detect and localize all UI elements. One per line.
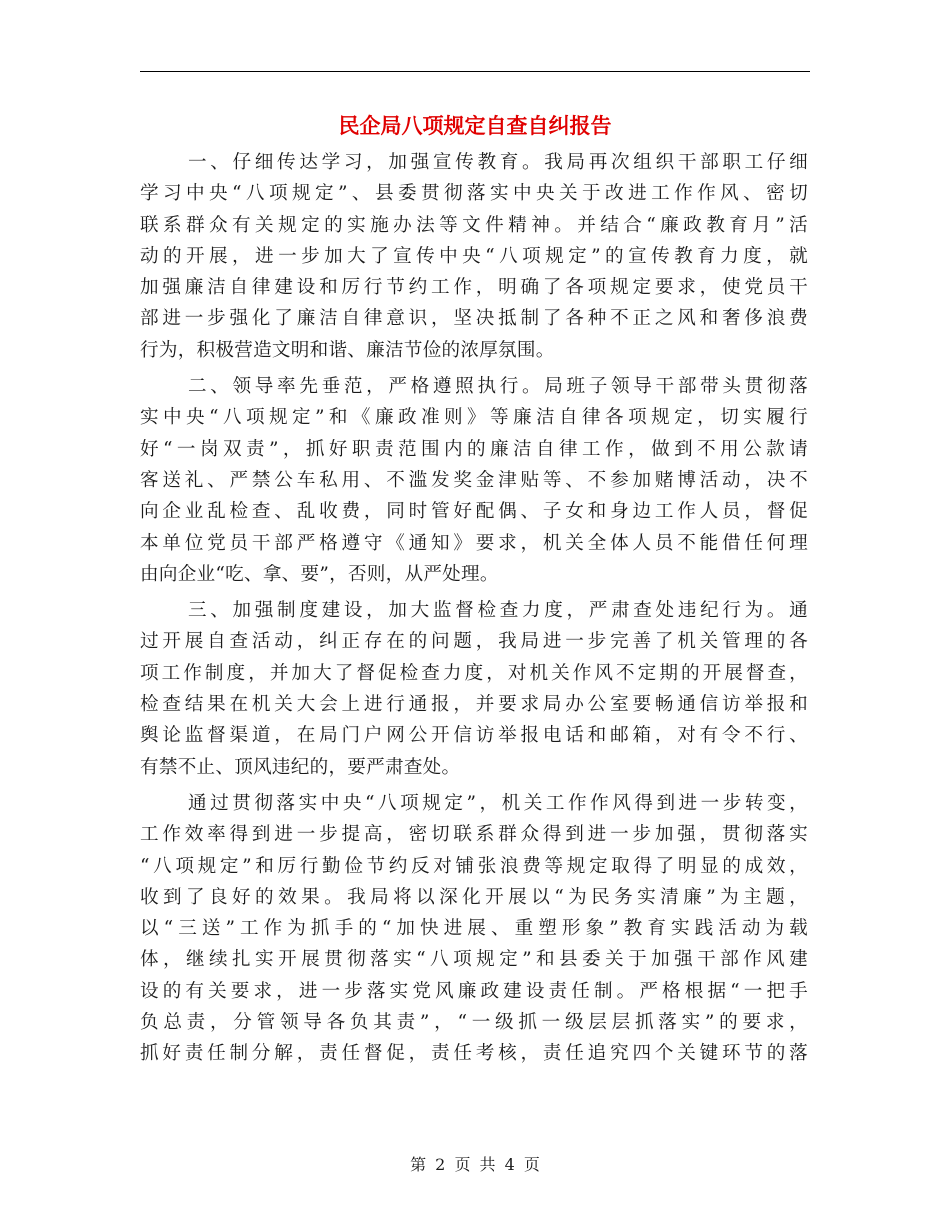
text-line: 由向企业“吃、拿、要”，否则，从严处理。: [140, 563, 499, 585]
text-line: 项工作制度，并加大了督促检查力度，对机关作风不定期的开展督查，: [140, 662, 808, 684]
text-line: 有禁不止、顶风违纪的，要严肃查处。: [140, 756, 461, 778]
text-line: 以“三送”工作为抓手的“加快进展、重塑形象”教育实践活动为载: [140, 918, 808, 940]
text-line: 学习中央“八项规定”、县委贯彻落实中央关于改进工作作风、密切: [140, 183, 808, 205]
text-line: 二、领导率先垂范，严格遵照执行。局班子领导干部带头贯彻落: [188, 376, 808, 398]
text-line: 工作效率得到进一步提高，密切联系群众得到进一步加强，贯彻落实: [140, 824, 808, 846]
text-line: 通过贯彻落实中央“八项规定”，机关工作作风得到进一步转变，: [188, 792, 808, 814]
text-line: 一、仔细传达学习，加强宣传教育。我局再次组织干部职工仔细: [188, 152, 808, 173]
paragraph-4: [140, 788, 808, 1070]
text-line: 舆论监督渠道，在局门户网公开信访举报电话和邮箱，对有令不行、: [140, 725, 808, 747]
document-title: 民企局八项规定自查自纠报告: [338, 114, 612, 138]
paragraph-2: [140, 371, 808, 590]
text-line: 本单位党员干部严格遵守《通知》要求，机关全体人员不能借任何理: [140, 532, 808, 554]
text-line: 检查结果在机关大会上进行通报，并要求局办公室要畅通信访举报和: [140, 694, 808, 716]
text-line: “八项规定”和厉行勤俭节约反对铺张浪费等规定取得了明显的成效，: [140, 855, 808, 877]
paragraph-1: [140, 147, 808, 366]
text-line: 行为，积极营造文明和谐、廉洁节俭的浓厚氛围。: [140, 339, 555, 361]
text-line: 过开展自查活动，纠正存在的问题，我局进一步完善了机关管理的各: [140, 631, 808, 653]
text-line: 三、加强制度建设，加大监督检查力度，严肃查处违纪行为。通: [188, 600, 808, 622]
document-body: [140, 147, 808, 1070]
text-line: 动的开展，进一步加大了宣传中央“八项规定”的宣传教育力度，就: [140, 245, 808, 267]
text-line: 向企业乱检查、乱收费，同时管好配偶、子女和身边工作人员，督促: [140, 501, 808, 523]
text-line: 收到了良好的效果。我局将以深化开展以“为民务实清廉”为主题，: [140, 886, 808, 908]
text-line: 设的有关要求，进一步落实党风廉政建设责任制。严格根据“一把手: [140, 980, 808, 1002]
text-line: 客送礼、严禁公车私用、不滥发奖金津贴等、不参加赌博活动，决不: [140, 469, 808, 491]
header-rule: [140, 71, 810, 72]
page-number-footer: 第 2 页 共 4 页: [410, 1155, 540, 1174]
text-line: 实中央“八项规定”和《廉政准则》等廉洁自律各项规定，切实履行: [140, 407, 808, 429]
text-line: 好“一岗双责”，抓好职责范围内的廉洁自律工作，做到不用公款请: [140, 438, 808, 460]
text-line: 体，继续扎实开展贯彻落实“八项规定”和县委关于加强干部作风建: [140, 949, 808, 971]
text-line: 联系群众有关规定的实施办法等文件精神。并结合“廉政教育月”活: [140, 214, 808, 236]
text-line: 加强廉洁自律建设和厉行节约工作，明确了各项规定要求，使党员干: [140, 277, 808, 299]
text-line: 抓好责任制分解，责任督促，责任考核，责任追究四个关键环节的落: [140, 1043, 808, 1065]
text-line: 负总责，分管领导各负其责”，“一级抓一级层层抓落实”的要求，: [140, 1012, 808, 1034]
paragraph-3: [140, 595, 808, 783]
text-line: 部进一步强化了廉洁自律意识，坚决抵制了各种不正之风和奢侈浪费: [140, 308, 808, 330]
